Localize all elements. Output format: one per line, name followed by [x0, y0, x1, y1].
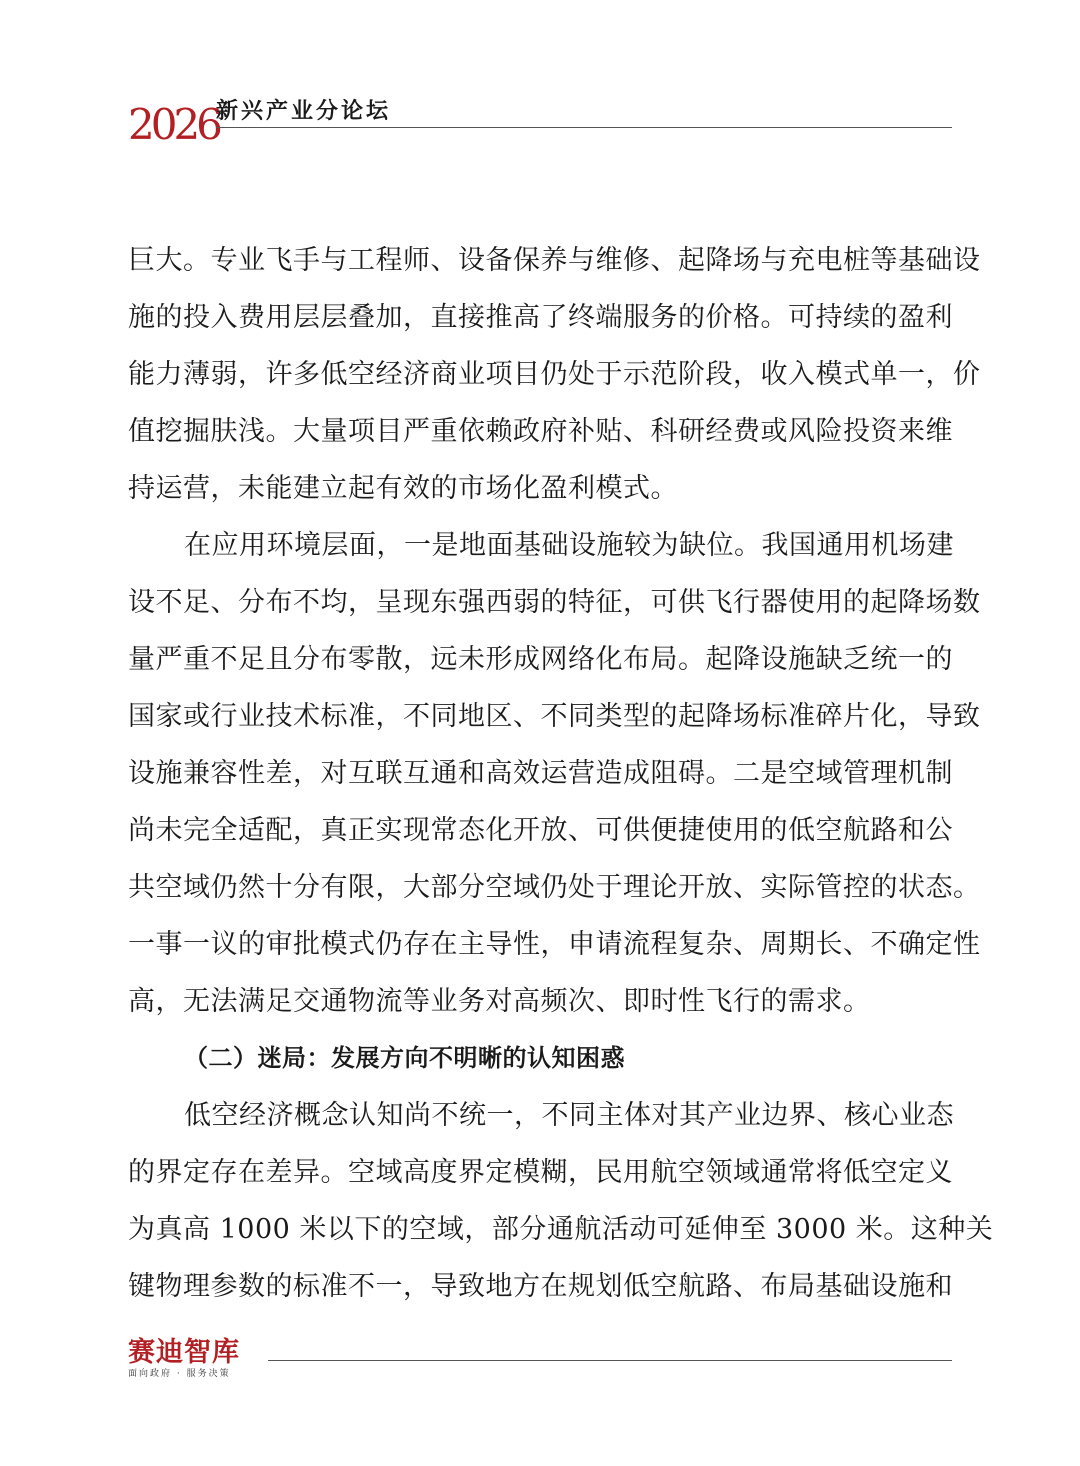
text-line: 设施兼容性差，对互联互通和高效运营造成阻碍。二是空域管理机制: [128, 758, 953, 789]
text-line: 尚未完全适配，真正实现常态化开放、可供便捷使用的低空航路和公: [128, 815, 953, 846]
page-footer: [128, 1326, 952, 1386]
document-body: [128, 232, 994, 1315]
brand-tagline: 面向政府 · 服务决策: [128, 1369, 231, 1379]
text-line: 持运营，未能建立起有效的市场化盈利模式。: [128, 473, 678, 504]
text-line: 设不足、分布不均，呈现东强西弱的特征，可供飞行器使用的起降场数: [128, 587, 981, 618]
text-line: 一事一议的审批模式仍存在主导性，申请流程复杂、周期长、不确定性: [128, 929, 981, 960]
text-line: 高，无法满足交通物流等业务对高频次、即时性飞行的需求。: [128, 986, 871, 1017]
year-logo-text: 2026: [128, 100, 219, 149]
text-line: 的界定存在差异。空域高度界定模糊，民用航空领域通常将低空定义: [128, 1157, 953, 1188]
text-line: 值挖掘肤浅。大量项目严重依赖政府补贴、科研经费或风险投资来维: [128, 416, 953, 447]
text-line: 能力薄弱，许多低空经济商业项目仍处于示范阶段，收入模式单一，价: [128, 359, 981, 390]
text-line: 施的投入费用层层叠加，直接推高了终端服务的价格。可持续的盈利: [128, 302, 953, 333]
header-divider: [216, 127, 952, 128]
text-line: 低空经济概念认知尚不统一，不同主体对其产业边界、核心业态: [184, 1100, 954, 1131]
text-line: 为真高 1000 米以下的空域，部分通航活动可延伸至 3000 米。这种关: [128, 1214, 994, 1245]
text-line: 巨大。专业飞手与工程师、设备保养与维修、起降场与充电桩等基础设: [128, 245, 981, 276]
text-line: 量严重不足且分布零散，远未形成网络化布局。起降设施缺乏统一的: [128, 644, 953, 675]
brand-logo: 赛迪智库: [128, 1337, 240, 1368]
footer-divider: [268, 1360, 952, 1361]
text-line: 在应用环境层面，一是地面基础设施较为缺位。我国通用机场建: [184, 530, 954, 561]
text-line: 键物理参数的标准不一，导致地方在规划低空航路、布局基础设施和: [128, 1271, 953, 1302]
forum-title: 新兴产业分论坛: [216, 99, 392, 124]
section-heading: （二）迷局：发展方向不明晰的认知困惑: [184, 1044, 625, 1072]
page-header: [128, 80, 952, 160]
text-line: 共空域仍然十分有限，大部分空域仍处于理论开放、实际管控的状态。: [128, 872, 981, 903]
year-logo: [128, 92, 218, 158]
text-line: 国家或行业技术标准，不同地区、不同类型的起降场标准碎片化，导致: [128, 701, 981, 732]
